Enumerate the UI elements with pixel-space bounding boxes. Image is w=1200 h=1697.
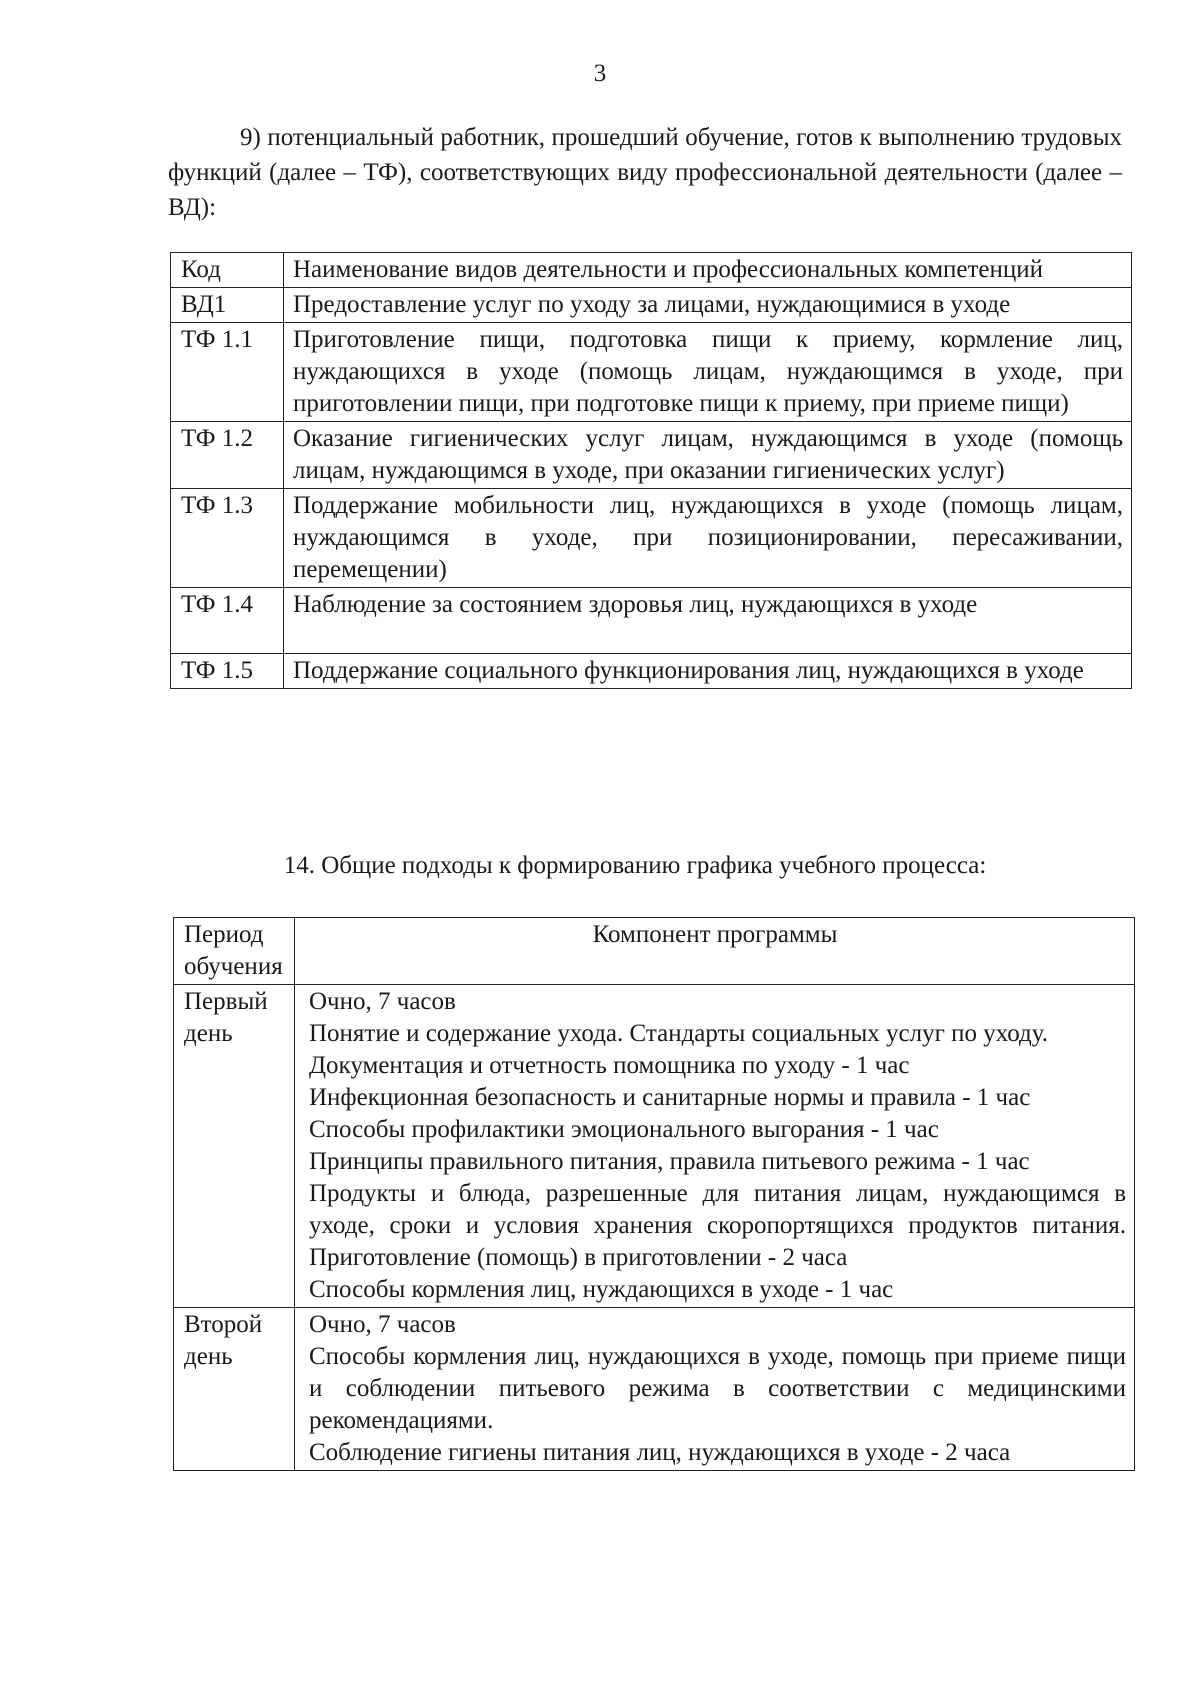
table-row: [171, 422, 1132, 489]
row-text: Наблюдение за состоянием здоровья лиц, нуждающихся в уходе: [284, 588, 1132, 654]
component-line: Способы профилактики эмоционального выгорания - 1 час: [309, 1116, 939, 1143]
table-row: [174, 985, 1135, 1308]
row-components: [295, 1308, 1135, 1471]
row-period: Второй день: [174, 1308, 295, 1471]
component-line: Понятие и содержание ухода. Стандарты социальных услуг по уходу.: [309, 1020, 1049, 1047]
row-code: ТФ 1.4: [171, 588, 284, 654]
component-line: Документация и отчетность помощника по уходу - 1 час: [309, 1052, 910, 1079]
table-row: [174, 1308, 1135, 1471]
table-header-row: [171, 253, 1132, 288]
table-row: [171, 588, 1132, 654]
row-text: Предоставление услуг по уходу за лицами, нуждающимися в уходе: [284, 288, 1132, 323]
table-header-row: [174, 918, 1135, 985]
page-number: 3: [593, 60, 607, 87]
component-line: Принципы правильного питания, правила питьевого режима - 1 час: [309, 1148, 1030, 1175]
row-code: ТФ 1.5: [171, 654, 284, 689]
component-line: Способы кормления лиц, нуждающихся в уходе, помощь при приеме пищи и соблюдении питьевого режима в соответствии с медицинскими рекомендациями.: [309, 1343, 1126, 1434]
row-code: ТФ 1.2: [171, 422, 284, 489]
row-code: ТФ 1.3: [171, 489, 284, 588]
header-code: Код: [171, 253, 284, 288]
schedule-table: [173, 917, 1135, 1471]
header-name: Наименование видов деятельности и профессиональных компетенций: [284, 253, 1132, 288]
intro-paragraph: 9) потенциальный работник, прошедший обучение, готов к выполнению трудовых функций (далее – ТФ), соответствующих виду профессиональной деятельности (далее – ВД):: [168, 124, 1122, 221]
activity-competencies-table: [170, 252, 1132, 689]
component-line: Очно, 7 часов: [309, 1311, 456, 1338]
component-line: Инфекционная безопасность и санитарные нормы и правила - 1 час: [309, 1084, 1031, 1111]
row-code: ТФ 1.1: [171, 323, 284, 422]
row-text: Оказание гигиенических услуг лицам, нуждающимся в уходе (помощь лицам, нуждающимся в уходе, при оказании гигиенических услуг): [284, 422, 1132, 489]
component-line: Способы кормления лиц, нуждающихся в уходе - 1 час: [309, 1276, 894, 1303]
section-14-title: 14. Общие подходы к формированию графика учебного процесса:: [283, 852, 987, 879]
table-row: [171, 323, 1132, 422]
table-row: [171, 288, 1132, 323]
table-row: [171, 654, 1132, 689]
row-text: Приготовление пищи, подготовка пищи к приему, кормление лиц, нуждающихся в уходе (помощь лицам, нуждающимся в уходе, при приготовлении пищи, при подготовке пищи к приему, при приеме пищи): [284, 323, 1132, 422]
component-line: Очно, 7 часов: [309, 988, 456, 1015]
row-period: Первый день: [174, 985, 295, 1308]
row-code: ВД1: [171, 288, 284, 323]
component-line: Соблюдение гигиены питания лиц, нуждающихся в уходе - 2 часа: [309, 1439, 1011, 1466]
table-row: [171, 489, 1132, 588]
row-components: [295, 985, 1135, 1308]
component-line: Продукты и блюда, разрешенные для питания лицам, нуждающимся в уходе, сроки и условия хранения скоропортящихся продуктов питания. Приготовление (помощь) в приготовлении - 2 часа: [309, 1180, 1126, 1271]
header-period: Период обучения: [174, 918, 295, 985]
row-text: Поддержание социального функционирования лиц, нуждающихся в уходе: [284, 654, 1132, 689]
header-component: Компонент программы: [295, 918, 1135, 985]
row-text: Поддержание мобильности лиц, нуждающихся в уходе (помощь лицам, нуждающимся в уходе, при позиционировании, пересаживании, перемещении): [284, 489, 1132, 588]
